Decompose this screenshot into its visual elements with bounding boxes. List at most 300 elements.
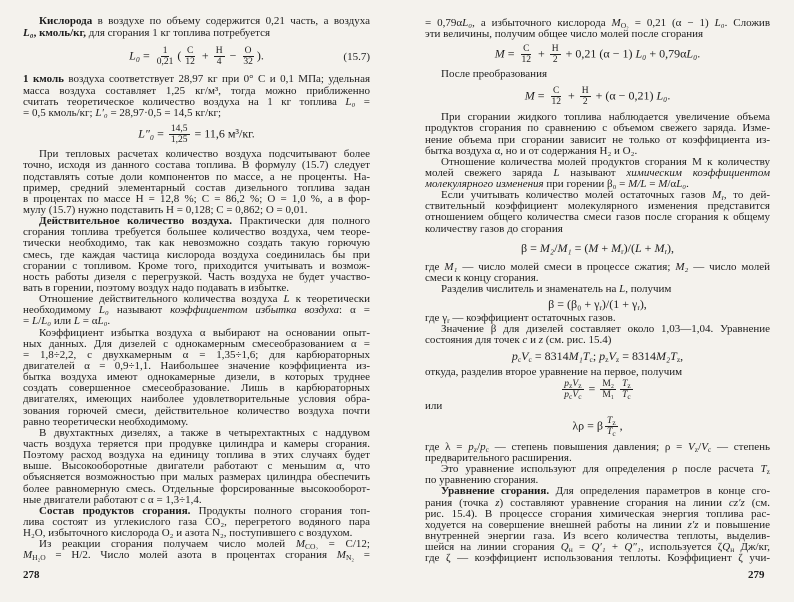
text-line (23, 417, 370, 428)
subscript: r (664, 246, 667, 256)
italic-text: V (521, 349, 529, 364)
text-line (425, 313, 770, 324)
text-line (23, 305, 370, 316)
text-segment: эти величины, получим общее число молей после сгорания (425, 28, 704, 40)
text-segment: , используется ζ (640, 542, 723, 554)
subscript: r (721, 193, 724, 202)
text-line (23, 108, 370, 119)
italic-text: z (495, 497, 500, 509)
fraction-numerator: C (523, 44, 530, 55)
page-number-left: 278 (23, 569, 40, 581)
text-segment: более равномерную смесь. Отдельные форсированные высокооборот- (23, 483, 370, 495)
text-segment: /α (667, 179, 677, 191)
formula-eq-state (425, 347, 770, 368)
fraction-numerator: H (215, 46, 223, 57)
text-segment: = C/12; (318, 539, 370, 551)
text-segment: После преобразования (441, 69, 548, 81)
page-number-right: 279 (748, 569, 765, 581)
italic-text: L (634, 240, 642, 255)
text-segment: двигателях, имеющих наиболее удовлетворительные условия обра- (23, 394, 370, 406)
italic-text: p (468, 441, 474, 453)
text-segment: . (667, 88, 671, 103)
text-segment: сгорании с топливом. Кроме того, приходится учитывать и возмож- (23, 260, 370, 272)
paragraph (425, 464, 770, 486)
text-line (23, 97, 370, 108)
fraction (550, 44, 561, 65)
italic-text: L₀ (41, 316, 52, 328)
text-segment: = 8314 (619, 349, 656, 364)
subscript: N₂ (345, 553, 354, 562)
text-line (425, 531, 770, 542)
text-segment: В двухтактных дизелях, а также в четырехтактных с наддувом (39, 427, 370, 439)
subscript: c (517, 355, 522, 365)
italic-text: L′₀ (95, 107, 108, 119)
italic-text: M (712, 190, 722, 202)
text-segment: сгорания топлива требуется большее количество воздуха, чем теоре- (23, 227, 370, 239)
formula-body (512, 349, 683, 364)
fraction-denominator: 1,25 (170, 134, 188, 145)
text-segment: масса воздуха составляет 1,25 кг/м³, тогда можно приближенно (23, 85, 370, 97)
italic-text: cz′z (728, 497, 745, 509)
text-line (425, 509, 770, 520)
text-segment: Продукты полного сгорания топ- (190, 505, 370, 517)
text-segment: — коэффициент остаточных газов. (449, 313, 616, 325)
text-segment: внутренней энергии газа. Из всего количества теплоты, выделив- (425, 531, 770, 542)
text-segment: вать в горении, поэтому воздух надо подавать в избытке. (23, 283, 290, 294)
text-line (23, 261, 370, 272)
text-segment: рис. 15.4). В процессе сгорания химическая энергия топлива рас- (425, 508, 770, 520)
text-segment: = (355, 96, 370, 108)
italic-text: M (494, 46, 505, 61)
text-line (23, 372, 370, 383)
text-line (425, 18, 770, 29)
text-line (23, 361, 370, 372)
text-segment: = (154, 125, 167, 140)
italic-text: M₁T (568, 349, 590, 364)
text-segment: пример, средний элементарный состав дизельного топлива задан (23, 182, 370, 194)
text-line (23, 294, 370, 305)
fraction (183, 46, 197, 67)
text-segment: бытка воздуха α, но и от содержания H₂ и O₂. (425, 145, 638, 157)
text-segment: Дж/кг, (734, 542, 770, 554)
text-line (425, 498, 770, 509)
text-segment: рания (точка (425, 497, 496, 509)
text-segment: При сгорании жидкого топлива наблюдается увеличение объема (441, 112, 770, 124)
text-segment: / (554, 240, 558, 255)
text-segment: (см. (744, 497, 770, 509)
italic-text: Q (722, 542, 731, 554)
italic-text: L₀ (98, 305, 109, 317)
italic-text: M (524, 88, 535, 103)
text-segment: Коэффициент избытка воздуха α выбирают на основании опыт- (39, 327, 370, 339)
bold-text: Действительное количество воздуха. (39, 216, 232, 228)
text-segment: , получим (625, 284, 672, 296)
paragraph (425, 486, 770, 564)
text-line (425, 442, 770, 453)
italic-text: молекулярного изменения (425, 179, 544, 191)
text-segment: / (698, 441, 702, 453)
text-line (23, 350, 370, 361)
text-line (425, 486, 770, 497)
subscript: z (605, 355, 609, 365)
text-line (23, 183, 370, 194)
text-segment: смеси к концу сгорания. (425, 273, 539, 285)
text-segment: двигателей α = 0,9÷1,1. Наибольшее значение коэффициента из- (23, 360, 370, 372)
text-segment: = 8314 (531, 349, 569, 364)
italic-text: M₂ (539, 240, 555, 255)
text-line (23, 172, 370, 183)
text-segment: или (425, 400, 443, 412)
bold-text: Кислорода (39, 16, 93, 28)
italic-text: Q″₁ (624, 542, 641, 554)
text-line (425, 201, 770, 212)
text-segment: = (572, 542, 592, 554)
text-segment: продуктов сгорания по сравнению с объемом свежего заряда. Изме- (425, 123, 770, 135)
text-line (23, 74, 370, 85)
text-line (425, 520, 770, 531)
italic-text: z (538, 335, 543, 347)
text-segment: , (619, 418, 623, 433)
text-segment: Практически для полного (231, 216, 370, 228)
text-segment: молей свежего заряда (425, 167, 554, 179)
fraction-denominator: 2 (552, 55, 558, 66)
text-segment: + 0,21 (α − 1) (562, 46, 636, 61)
fraction-denominator: 2 (582, 96, 588, 107)
paragraph (425, 69, 770, 80)
italic-text: M (336, 550, 346, 562)
fraction-numerator: C (553, 85, 560, 96)
text-line (425, 168, 770, 179)
text-line (23, 328, 370, 339)
text-segment: )/( (623, 240, 635, 255)
subscript: c (707, 444, 712, 454)
text-segment: считать теоретическое количество воздуха на 1 кг топлива (23, 96, 346, 108)
text-line (23, 484, 370, 495)
text-segment: . (686, 179, 689, 191)
text-line (425, 367, 770, 378)
text-line (23, 472, 370, 483)
italic-text: Q (560, 542, 569, 554)
italic-text: c (522, 335, 528, 347)
text-segment: или (51, 316, 74, 328)
italic-text: p (511, 349, 518, 364)
text-segment: ). (256, 48, 264, 63)
italic-text: M (295, 539, 305, 551)
paragraph (23, 149, 370, 216)
fraction-numerator: 1 (162, 46, 168, 57)
text-line (425, 453, 770, 464)
bold-italic-text: L₀ (23, 27, 34, 39)
text-segment: + 0,79α (646, 46, 687, 61)
fraction-numerator: O (244, 46, 252, 57)
fraction-denominator: M₁ (602, 390, 615, 401)
italic-text: M₂ (675, 262, 689, 274)
text-segment: = 1,8÷2,2, с двухкамерным α = 1,35÷1,6; для карбюраторных (23, 349, 370, 361)
text-segment: смесь, где каждая частица кислорода воздуха соединилась бы при (23, 249, 370, 261)
italic-text: L₀ (686, 46, 698, 61)
fraction (214, 46, 225, 67)
text-line (23, 461, 370, 472)
text-line (23, 216, 370, 227)
text-segment: количеству газов до сгорания (425, 223, 563, 235)
text-segment: ные двигатели работают с α = 1,3÷1,4. (23, 494, 202, 506)
fraction-numerator: $T_z$ (607, 416, 616, 428)
text-line (425, 69, 770, 80)
text-line (23, 250, 370, 261)
formula-body (521, 241, 674, 256)
italic-text: L″₀ (138, 125, 155, 140)
text-segment: нение объема при сгорании зависит не только от коэффициента из- (425, 134, 770, 146)
italic-text: p (599, 349, 606, 364)
text-segment: ходуется на совершение внешней работы на линии (425, 519, 688, 531)
italic-text: M₁ (557, 240, 572, 255)
italic-text: M (588, 240, 599, 255)
text-segment: , (680, 349, 684, 364)
paragraph (23, 539, 370, 561)
text-segment: Для определения параметров в конце сго- (549, 486, 770, 498)
subscript: r (447, 316, 450, 325)
paragraph (425, 284, 770, 295)
text-segment: где ζ — коэффициент использования теплоты. Коэффициент ζ учи- (425, 553, 770, 565)
bold-text: Уравнение сгорания. (441, 486, 550, 498)
text-line (425, 146, 770, 157)
fraction (241, 46, 255, 67)
text-line (23, 517, 370, 528)
text-segment: Это уравнение используют для определения ρ после расчета (441, 464, 761, 476)
italic-text: p (480, 441, 486, 453)
text-segment: мулу (15.7) нужно подставить H = 0,128; C = 0,862; O = 0,01. (23, 205, 308, 217)
text-segment: шейся на линии сгорания (425, 542, 561, 554)
text-line (425, 324, 770, 335)
text-line (23, 450, 370, 461)
text-segment: / (38, 316, 42, 328)
formula-eq-m-transformed (425, 80, 770, 112)
text-line (425, 262, 770, 273)
text-line (23, 227, 370, 238)
text-line (425, 335, 770, 346)
italic-text: коэффициентом избытка воздуха (170, 305, 339, 317)
fraction (169, 124, 190, 145)
text-segment: H₂O, избыточного кислорода O₂ и азота N₂, поступившего с воздухом. (23, 528, 353, 540)
paragraph (425, 401, 770, 412)
text-line (23, 506, 370, 517)
text-segment: равно теоретически необходимому. (23, 416, 189, 428)
text-line (425, 190, 770, 201)
fraction-numerator: H (581, 85, 589, 96)
text-segment: )/(1 + γ (601, 296, 638, 311)
formula-body (129, 46, 264, 67)
fraction-numerator: $T_z$ (622, 379, 631, 391)
text-segment: и повышение (698, 519, 770, 531)
text-segment: в процентах по массе H = 12,8 %; C = 86,2 %; O = 1,0 %, а в фор- (23, 193, 370, 205)
text-line (23, 205, 370, 216)
italic-text: Q′₁ (591, 542, 606, 554)
formula-body (495, 44, 701, 65)
text-segment: = (354, 550, 370, 562)
italic-text: L₀ (656, 88, 668, 103)
fraction-numerator: $p_zV_z$ (564, 379, 582, 391)
text-segment: предварительного расширения. (425, 453, 572, 465)
text-line (23, 283, 370, 294)
subscript: H₂O (32, 553, 46, 562)
italic-text: L (283, 294, 290, 306)
paragraph (23, 74, 370, 119)
paragraph (23, 294, 370, 327)
formula-body (548, 297, 647, 312)
fraction (600, 379, 616, 400)
text-segment: = α (80, 316, 98, 328)
italic-text: L (553, 167, 560, 179)
text-segment: = (646, 179, 659, 191)
text-segment: = (585, 381, 599, 396)
text-segment: отношением общего количества смеси газов после сгорания к общему (425, 212, 770, 224)
italic-text: L (31, 316, 39, 328)
formula-eq-l0-volume (23, 119, 370, 149)
text-segment: объясняется возможностью при малых размерах цилиндра обеспечить (23, 472, 370, 484)
text-segment: выше. Высокооборотные двигатели работают с меньшим α, что (23, 461, 370, 473)
text-segment: — число молей смеси в процессе сжатия; (457, 262, 676, 274)
text-line (23, 539, 370, 550)
text-segment: , то дей- (723, 190, 770, 202)
text-segment: β = (β₀ + γ (548, 296, 600, 311)
italic-text: T (760, 464, 767, 476)
text-segment: = 0,5 кмоль/кг; (23, 107, 96, 119)
subscript: z (676, 355, 681, 365)
text-line (23, 149, 370, 160)
italic-text: M (654, 240, 665, 255)
text-segment: воздуха соответствует 28,97 кг при 0° С и 0,1 МПа; удельная (63, 74, 370, 86)
paragraph (23, 16, 370, 38)
text-segment: бытка воздуха имеют однокамерные дизели, в которых труднее (23, 372, 370, 384)
paragraph (425, 18, 770, 40)
paragraph (23, 428, 370, 506)
left-page (23, 0, 370, 562)
text-line (425, 157, 770, 168)
italic-text: M (611, 240, 622, 255)
text-line (23, 339, 370, 350)
text-segment: = H/2. Число молей азота в процентах сгорания (45, 550, 337, 562)
text-line (23, 238, 370, 249)
italic-text: L (619, 284, 626, 296)
italic-text: L₀ (129, 48, 140, 63)
text-segment: Разделив числитель и знаменатель на (441, 284, 620, 296)
formula-eq-lambda-rho (425, 412, 770, 442)
text-segment: откуда, разделив второе уравнение на первое, получим (425, 367, 683, 378)
paragraph (425, 313, 770, 324)
italic-text: z′z (687, 519, 699, 531)
italic-text: L₀ (676, 179, 687, 191)
text-segment: , а избыточного кислорода (472, 17, 612, 29)
formula-body (560, 379, 634, 400)
equation-number: (15.7) (343, 50, 370, 63)
text-segment: создать совершенное смесеобразование. Лишь в карбюраторных (23, 383, 370, 395)
subscript: c (528, 355, 532, 365)
text-segment: часть воздуха теряется при продувке цилиндра и камеры сгорания. (23, 438, 370, 450)
text-line (23, 28, 370, 39)
text-segment: и (527, 335, 539, 347)
subscript: CO₂ (304, 542, 319, 551)
fraction (605, 416, 618, 437)
subscript: н (568, 545, 573, 554)
text-segment: = 0,79α (425, 17, 463, 29)
subscript: c (589, 355, 593, 365)
text-line (425, 123, 770, 134)
text-segment: в воздухе по объему содержится 0,21 часть, а воздуха (92, 16, 370, 28)
text-segment: = (504, 46, 518, 61)
paragraph (425, 157, 770, 190)
text-segment: + (564, 88, 578, 103)
text-line (23, 495, 370, 506)
text-segment: ных данных. Для дизелей с однокамерным смесеобразованием α = (23, 338, 370, 350)
text-segment: лива состоят из углекислого газа CO₂, перегретого водяного пара (23, 516, 370, 528)
text-segment: При тепловых расчетах количество воздуха подсчитывают более (39, 149, 370, 161)
text-segment: ность работы дизеля с перегрузкой. Часть воздуха не будет участво- (23, 271, 370, 283)
italic-text: V (701, 441, 708, 453)
fraction-denominator: 12 (521, 55, 531, 66)
fraction-denominator: 12 (551, 96, 561, 107)
text-line (425, 212, 770, 223)
fraction-denominator: 12 (185, 57, 195, 68)
text-line (23, 428, 370, 439)
italic-text: M₂T (655, 349, 677, 364)
text-segment: где γ (425, 313, 448, 325)
text-line (425, 542, 770, 553)
fraction (562, 379, 583, 400)
fraction-numerator: 14,5 (170, 123, 188, 134)
text-segment: − (226, 48, 240, 63)
text-segment: где λ = (425, 441, 469, 453)
text-segment: λρ = β (572, 418, 604, 433)
text-segment: при горении β₀ = (543, 179, 629, 191)
text-segment: необходимому (23, 305, 99, 317)
text-line (425, 464, 770, 475)
text-segment: называют (559, 167, 627, 179)
text-segment: — степень повышения давления; ρ = (488, 441, 689, 453)
formula-eq-m-total (425, 40, 770, 70)
text-line (23, 383, 370, 394)
text-segment: ствительный коэффициент молекулярного изменения представится (425, 201, 770, 213)
text-segment: — число молей (688, 262, 770, 274)
subscript: r (621, 246, 624, 256)
text-segment: + (605, 542, 625, 554)
fraction-denominator: 32 (243, 57, 253, 68)
fraction (620, 379, 633, 400)
text-segment: Отношение действительного количества воздуха (39, 294, 284, 306)
paragraph (425, 112, 770, 157)
text-segment: = ( (571, 240, 589, 255)
text-segment: + (198, 48, 212, 63)
text-line (425, 284, 770, 295)
fraction (580, 86, 591, 107)
text-segment: для сгорания 1 кг топлива потребуется (86, 27, 271, 39)
formula-eq-beta (425, 235, 770, 262)
text-line (425, 475, 770, 486)
italic-text: L₀ (462, 17, 473, 29)
text-segment: Из реакции сгорания получаем число молей (39, 539, 296, 551)
italic-text: M (611, 17, 621, 29)
text-line (425, 553, 770, 564)
italic-text: L₀ (97, 316, 108, 328)
text-segment: : α = (339, 305, 370, 317)
text-line (425, 224, 770, 235)
fraction (155, 46, 176, 67)
text-segment: ; (592, 349, 600, 364)
text-segment: β = (521, 240, 540, 255)
text-segment: тически необходимо, так как невозможно создать такую горючую (23, 238, 370, 250)
text-segment: называют (108, 305, 171, 317)
italic-text: L₀ (714, 17, 725, 29)
text-line (425, 135, 770, 146)
